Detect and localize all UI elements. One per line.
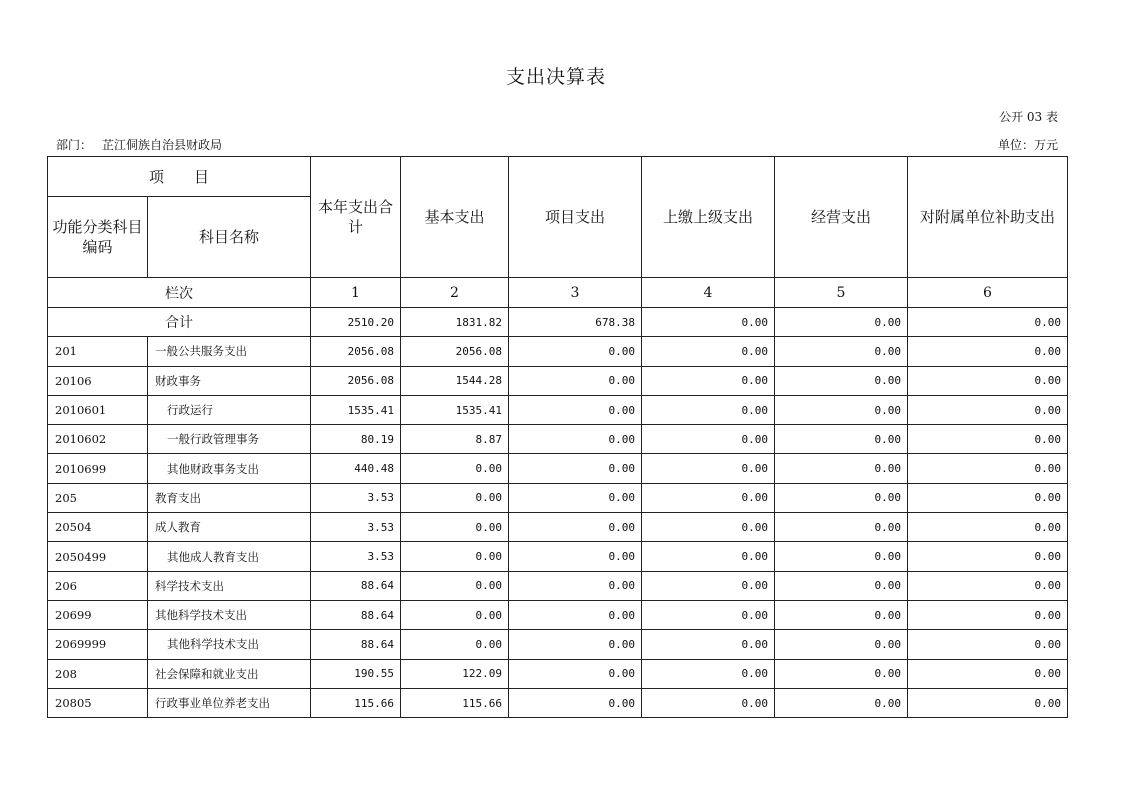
total-cell: 678.38 <box>509 308 642 337</box>
table-row <box>48 366 1068 395</box>
value-cell: 0.00 <box>775 395 908 424</box>
header-name: 科目名称 <box>148 197 311 278</box>
value-cell: 0.00 <box>509 395 642 424</box>
name-cell: 其他科学技术支出 <box>148 630 311 659</box>
value-cell: 190.55 <box>311 659 401 688</box>
value-cell: 0.00 <box>509 630 642 659</box>
table-body <box>48 308 1068 718</box>
value-cell: 115.66 <box>311 688 401 717</box>
value-cell: 0.00 <box>509 571 642 600</box>
total-row <box>48 308 1068 337</box>
value-cell: 0.00 <box>908 600 1068 629</box>
value-cell: 3.53 <box>311 483 401 512</box>
value-cell: 0.00 <box>642 688 775 717</box>
code-cell: 20699 <box>48 600 148 629</box>
value-cell: 0.00 <box>908 366 1068 395</box>
value-cell: 0.00 <box>642 483 775 512</box>
value-cell: 0.00 <box>775 425 908 454</box>
value-cell: 0.00 <box>775 366 908 395</box>
value-cell: 0.00 <box>642 366 775 395</box>
header-item: 项 目 <box>48 157 311 197</box>
value-cell: 0.00 <box>642 395 775 424</box>
header-upper: 上缴上级支出 <box>642 157 775 278</box>
value-cell: 0.00 <box>775 600 908 629</box>
value-cell: 0.00 <box>509 600 642 629</box>
name-cell: 教育支出 <box>148 483 311 512</box>
code-cell: 20504 <box>48 513 148 542</box>
value-cell: 0.00 <box>509 483 642 512</box>
value-cell: 0.00 <box>642 659 775 688</box>
value-cell: 2056.08 <box>401 337 509 366</box>
value-cell: 0.00 <box>908 513 1068 542</box>
value-cell: 0.00 <box>775 630 908 659</box>
code-cell: 20106 <box>48 366 148 395</box>
value-cell: 8.87 <box>401 425 509 454</box>
value-cell: 0.00 <box>401 600 509 629</box>
name-cell: 行政事业单位养老支出 <box>148 688 311 717</box>
value-cell: 0.00 <box>509 688 642 717</box>
code-cell: 20805 <box>48 688 148 717</box>
table-row <box>48 571 1068 600</box>
value-cell: 0.00 <box>401 630 509 659</box>
value-cell: 0.00 <box>908 630 1068 659</box>
code-cell: 2010699 <box>48 454 148 483</box>
index-cell: 6 <box>908 278 1068 308</box>
table-row <box>48 659 1068 688</box>
value-cell: 0.00 <box>908 659 1068 688</box>
total-label: 合计 <box>48 308 311 337</box>
total-cell: 0.00 <box>775 308 908 337</box>
value-cell: 0.00 <box>908 337 1068 366</box>
value-cell: 0.00 <box>401 454 509 483</box>
value-cell: 0.00 <box>509 454 642 483</box>
value-cell: 0.00 <box>642 630 775 659</box>
value-cell: 0.00 <box>642 425 775 454</box>
index-cell: 1 <box>311 278 401 308</box>
value-cell: 0.00 <box>642 337 775 366</box>
index-cell: 2 <box>401 278 509 308</box>
value-cell: 440.48 <box>311 454 401 483</box>
value-cell: 0.00 <box>908 454 1068 483</box>
value-cell: 0.00 <box>642 542 775 571</box>
value-cell: 2056.08 <box>311 337 401 366</box>
name-cell: 科学技术支出 <box>148 571 311 600</box>
value-cell: 0.00 <box>908 571 1068 600</box>
code-cell: 2010601 <box>48 395 148 424</box>
table-header <box>48 157 1068 308</box>
value-cell: 1544.28 <box>401 366 509 395</box>
table-row <box>48 483 1068 512</box>
value-cell: 0.00 <box>775 571 908 600</box>
value-cell: 0.00 <box>775 483 908 512</box>
table-row <box>48 513 1068 542</box>
value-cell: 0.00 <box>775 337 908 366</box>
value-cell: 3.53 <box>311 513 401 542</box>
name-cell: 其他成人教育支出 <box>148 542 311 571</box>
value-cell: 0.00 <box>775 542 908 571</box>
value-cell: 88.64 <box>311 571 401 600</box>
value-cell: 0.00 <box>401 542 509 571</box>
value-cell: 0.00 <box>908 395 1068 424</box>
value-cell: 0.00 <box>775 454 908 483</box>
department-name: 芷江侗族自治县财政局 <box>102 138 223 152</box>
table-row <box>48 542 1068 571</box>
value-cell: 0.00 <box>642 571 775 600</box>
index-cell: 4 <box>642 278 775 308</box>
total-cell: 0.00 <box>642 308 775 337</box>
code-cell: 206 <box>48 571 148 600</box>
table-row <box>48 600 1068 629</box>
code-cell: 201 <box>48 337 148 366</box>
value-cell: 0.00 <box>908 542 1068 571</box>
expenditure-table <box>47 156 1068 718</box>
code-cell: 2069999 <box>48 630 148 659</box>
value-cell: 0.00 <box>642 600 775 629</box>
index-label: 栏次 <box>48 278 311 308</box>
value-cell: 0.00 <box>509 366 642 395</box>
name-cell: 成人教育 <box>148 513 311 542</box>
value-cell: 0.00 <box>642 513 775 542</box>
value-cell: 0.00 <box>401 483 509 512</box>
total-cell: 2510.20 <box>311 308 401 337</box>
name-cell: 一般行政管理事务 <box>148 425 311 454</box>
value-cell: 1535.41 <box>311 395 401 424</box>
department-label: 部门： <box>56 138 93 152</box>
value-cell: 0.00 <box>908 483 1068 512</box>
header-code: 功能分类科目编码 <box>48 197 148 278</box>
table-row <box>48 630 1068 659</box>
value-cell: 0.00 <box>908 688 1068 717</box>
value-cell: 80.19 <box>311 425 401 454</box>
table-row <box>48 337 1068 366</box>
table-row <box>48 454 1068 483</box>
total-cell: 1831.82 <box>401 308 509 337</box>
value-cell: 0.00 <box>401 571 509 600</box>
index-cell: 3 <box>509 278 642 308</box>
value-cell: 122.09 <box>401 659 509 688</box>
value-cell: 88.64 <box>311 600 401 629</box>
value-cell: 115.66 <box>401 688 509 717</box>
value-cell: 0.00 <box>509 513 642 542</box>
name-cell: 其他财政事务支出 <box>148 454 311 483</box>
code-cell: 208 <box>48 659 148 688</box>
value-cell: 1535.41 <box>401 395 509 424</box>
value-cell: 3.53 <box>311 542 401 571</box>
header-project: 项目支出 <box>509 157 642 278</box>
table-row <box>48 395 1068 424</box>
value-cell: 0.00 <box>775 688 908 717</box>
unit-label: 单位：万元 <box>997 138 1058 152</box>
index-row <box>48 278 1068 308</box>
code-cell: 2010602 <box>48 425 148 454</box>
page-title: 支出决算表 <box>505 66 606 88</box>
table-row <box>48 425 1068 454</box>
value-cell: 0.00 <box>509 337 642 366</box>
name-cell: 社会保障和就业支出 <box>148 659 311 688</box>
value-cell: 0.00 <box>509 425 642 454</box>
value-cell: 0.00 <box>908 425 1068 454</box>
header-basic: 基本支出 <box>401 157 509 278</box>
table-row <box>48 688 1068 717</box>
code-cell: 2050499 <box>48 542 148 571</box>
header-business: 经营支出 <box>775 157 908 278</box>
name-cell: 行政运行 <box>148 395 311 424</box>
index-cell: 5 <box>775 278 908 308</box>
value-cell: 0.00 <box>775 659 908 688</box>
value-cell: 0.00 <box>509 542 642 571</box>
form-number: 公开 03 表 <box>999 110 1058 124</box>
value-cell: 2056.08 <box>311 366 401 395</box>
value-cell: 0.00 <box>401 513 509 542</box>
value-cell: 0.00 <box>775 513 908 542</box>
code-cell: 205 <box>48 483 148 512</box>
total-cell: 0.00 <box>908 308 1068 337</box>
name-cell: 一般公共服务支出 <box>148 337 311 366</box>
value-cell: 0.00 <box>642 454 775 483</box>
header-subsidy: 对附属单位补助支出 <box>908 157 1068 278</box>
header-total: 本年支出合计 <box>311 157 401 278</box>
value-cell: 0.00 <box>509 659 642 688</box>
value-cell: 88.64 <box>311 630 401 659</box>
name-cell: 财政事务 <box>148 366 311 395</box>
name-cell: 其他科学技术支出 <box>148 600 311 629</box>
